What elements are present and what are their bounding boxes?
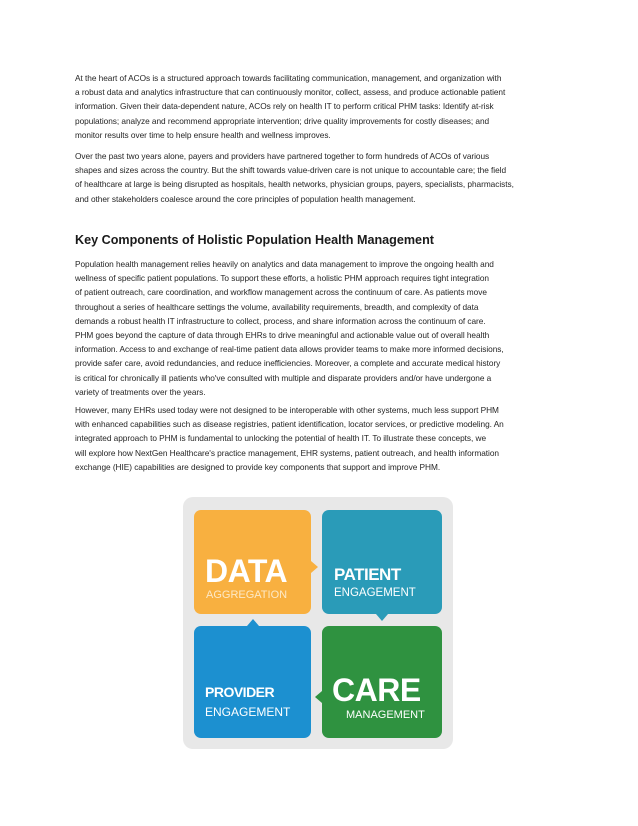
tile-subtitle: MANAGEMENT bbox=[346, 709, 425, 721]
intro-paragraph-2 bbox=[75, 149, 567, 206]
text-line: of patient outreach, care coordination, and workflow management across the continuum of care. As patients move bbox=[75, 287, 487, 298]
text-line: demands a robust health IT infrastructure to collect, process, and share information across the continuum of care. bbox=[75, 315, 486, 326]
care-management-tile bbox=[322, 626, 442, 738]
tile-title: CARE bbox=[332, 672, 421, 708]
arrow-up-icon bbox=[247, 619, 259, 626]
arrow-left-icon bbox=[315, 691, 322, 703]
section-paragraph-4 bbox=[75, 403, 567, 474]
tile-subtitle: ENGAGEMENT bbox=[205, 705, 291, 719]
text-line: At the heart of ACOs is a structured approach towards facilitating communication, management, and organization with bbox=[75, 73, 502, 83]
text-line: Over the past two years alone, payers and providers have partnered together to form hundreds of ACOs of various bbox=[75, 151, 490, 161]
text-line: variety of treatments over the years. bbox=[75, 386, 206, 397]
arrow-down-icon bbox=[376, 614, 388, 621]
text-line: and other stakeholders coalesce around the core principles of population health management. bbox=[75, 193, 416, 204]
text-line: information. Given their data-dependent nature, ACOs rely on health IT to perform critical PHM tasks: Identify at-risk bbox=[75, 101, 494, 112]
paragraph-text bbox=[75, 257, 567, 399]
phm-components-diagram bbox=[183, 497, 453, 749]
text-line: Population health management relies heavily on analytics and data management to improve the ongoing health and bbox=[75, 259, 494, 269]
patient-engagement-tile bbox=[322, 510, 442, 614]
text-line: wellness of specific patient populations. To support these efforts, a holistic PHM approach requires tight integration bbox=[75, 273, 489, 284]
tile-title: PATIENT bbox=[334, 565, 401, 584]
text-line: information. Access to and exchange of real-time patient data allows provider teams to make more informed decisions, bbox=[75, 344, 504, 355]
text-line: of healthcare at large is being disrupted as hospitals, health networks, physician groups, payers, specialists, pharmacists, bbox=[75, 179, 514, 190]
text-line: provide safer care, avoid redundancies, and reduce inefficiencies. Moreover, a complete and accurate medical history bbox=[75, 358, 501, 369]
tile-subtitle: ENGAGEMENT bbox=[334, 587, 416, 599]
text-line: PHM goes beyond the capture of data through EHRs to drive meaningful and actionable value out of overall health bbox=[75, 330, 490, 341]
text-line: integrated approach to PHM is fundamental to unlocking the potential of health IT. To illustrate these concepts, we bbox=[75, 433, 487, 444]
paragraph-text bbox=[75, 71, 567, 142]
paragraph-text bbox=[75, 403, 567, 474]
arrow-right-icon bbox=[311, 561, 318, 573]
tile-title: PROVIDER bbox=[205, 684, 275, 700]
tile-subtitle: AGGREGATION bbox=[206, 589, 288, 601]
text-line: However, many EHRs used today were not designed to be interoperable with other systems, much less support PHM bbox=[75, 405, 499, 415]
text-line: is critical for chronically ill patients who've consulted with multiple and disparate providers and/or have undergone a bbox=[75, 372, 492, 383]
text-line: throughout a series of healthcare settings the volume, availability requirements, breadth, and complexity of data bbox=[75, 301, 479, 312]
text-line: populations; analyze and recommend appropriate intervention; drive quality improvements for costly diseases; and bbox=[75, 115, 490, 126]
paragraph-text bbox=[75, 149, 567, 206]
text-line: a robust data and analytics infrastructure that can continuously monitor, collect, assess, and produce actionable patient bbox=[75, 87, 506, 98]
tile-title: DATA bbox=[205, 553, 288, 589]
text-line: will explore how NextGen Healthcare's practice management, EHR systems, patient outreach, and health information bbox=[75, 447, 499, 458]
intro-paragraph-1 bbox=[75, 71, 567, 142]
text-line: monitor results over time to help ensure health and wellness improves. bbox=[75, 129, 331, 140]
text-line: with enhanced capabilities such as disease registries, patient identification, locator services, or predictive modeling. An bbox=[75, 419, 504, 430]
provider-engagement-tile bbox=[194, 626, 311, 738]
text-line: shapes and sizes across the country. But the shift towards value-driven care is not unique to accountable care; the field bbox=[75, 165, 507, 176]
section-paragraph-3 bbox=[75, 257, 567, 399]
data-aggregation-tile bbox=[194, 510, 311, 614]
text-line: exchange (HIE) capabilities are designed to provide key components that support and improve PHM. bbox=[75, 461, 441, 472]
section-heading: Key Components of Holistic Population Health Management bbox=[75, 233, 434, 247]
